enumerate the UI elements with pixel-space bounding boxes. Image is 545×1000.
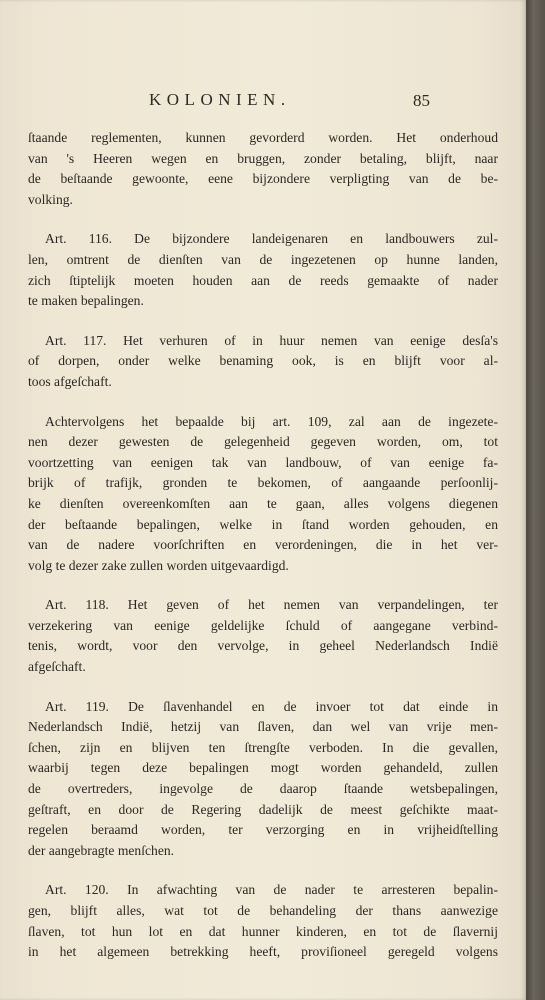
paragraph xyxy=(28,697,498,862)
text-line: Art. 118. Het geven of het nemen van verpandelingen, ter xyxy=(45,597,498,613)
text-line: Art. 117. Het verhuren of in huur nemen van eenige desſa's xyxy=(45,332,498,348)
text-line: ſlaven, tot hun lot en dat hunner kinderen, en tot de ſlavernij xyxy=(28,923,498,939)
text-line: Art. 119. De ſlavenhandel en de invoer tot dat einde in xyxy=(45,698,498,714)
page-header xyxy=(0,90,526,114)
text-line: voortzetting van eenigen tak van landbouw, of van eenige fa- xyxy=(28,454,498,470)
paragraph xyxy=(28,880,498,962)
text-line: brijk of trafijk, gronden te bekomen, of aangaande perſoonlij- xyxy=(28,475,498,491)
text-line: van 's Heeren wegen en bruggen, zonder betaling, blijft, naar xyxy=(28,150,498,166)
text-line: Art. 120. In afwachting van de nader te arresteren bepalin- xyxy=(45,882,498,898)
paragraph xyxy=(28,128,498,210)
text-line: len, omtrent de dienſten van de ingezetenen op hunne landen, xyxy=(28,251,498,267)
body-text xyxy=(28,128,498,963)
page-edge xyxy=(526,0,545,1000)
text-line: toos afgeſchaft. xyxy=(28,373,112,389)
text-line: geſtraft, en door de Regering dadelijk de meest geſchikte maat- xyxy=(28,801,498,817)
text-line: te maken bepalingen. xyxy=(28,293,144,309)
text-line: zich ſtiptelijk moeten houden aan de reeds gemaakte of nader xyxy=(28,272,498,288)
paragraph xyxy=(28,595,498,677)
text-line: ſchen, zijn en blijven ten ſtrengſte verboden. In die gevallen, xyxy=(28,739,498,755)
text-line: regelen beraamd worden, ter verzorging en in vrijheidſtelling xyxy=(28,822,498,838)
text-line: volg te dezer zake zullen worden uitgevaardigd. xyxy=(28,557,289,573)
text-line: afgeſchaft. xyxy=(28,659,86,675)
paragraph xyxy=(28,331,498,393)
text-line: in het algemeen betrekking heeft, proviſioneel geregeld volgens xyxy=(28,944,498,960)
text-line: of dorpen, onder welke benaming ook, is en blijft voor al- xyxy=(28,353,498,369)
text-line: de overtreders, ingevolge de daarop ſtaande wetsbepalingen, xyxy=(28,781,498,797)
text-line: van de nadere voorſchriften en verordeningen, die in het ver- xyxy=(28,537,498,553)
text-line: volking. xyxy=(28,191,73,207)
text-line: der aangebragte menſchen. xyxy=(28,842,175,858)
running-head: KOLONIEN. xyxy=(149,90,291,109)
text-line: gen, blijft alles, wat tot de behandeling der thans aanwezige xyxy=(28,903,498,918)
paragraph xyxy=(28,412,498,577)
text-line: ſtaande reglementen, kunnen gevorderd worden. Het onderhoud xyxy=(28,130,498,145)
text-line: Achtervolgens het bepaalde bij art. 109, zal aan de ingezete- xyxy=(45,413,498,429)
text-line: tenis, wordt, voor den vervolge, in geheel Nederlandsch Indië xyxy=(28,638,498,654)
page-number: 85 xyxy=(413,91,430,110)
text-line: der beſtaande bepalingen, welke in ſtand worden gehouden, en xyxy=(28,516,498,532)
text-line: nen dezer gewesten de gelegenheid gegeven worden, om, tot xyxy=(28,434,498,450)
text-line: Nederlandsch Indië, hetzij van ſlaven, dan wel van vrije men- xyxy=(28,719,498,735)
paragraph xyxy=(28,229,498,311)
text-line: ke dienſten overeenkomſten aan te gaan, alles volgens diegenen xyxy=(28,495,498,511)
text-line: verzekering van eenige geldelijke ſchuld of aangegane verbind- xyxy=(28,617,498,633)
text-line: Art. 116. De bijzondere landeigenaren en landbouwers zul- xyxy=(45,231,498,247)
text-line: de beſtaande gewoonte, eene bijzondere verpligting van de be- xyxy=(28,171,498,187)
text-line: waarbij tegen deze bepalingen mogt worden gehandeld, zullen xyxy=(28,760,498,776)
